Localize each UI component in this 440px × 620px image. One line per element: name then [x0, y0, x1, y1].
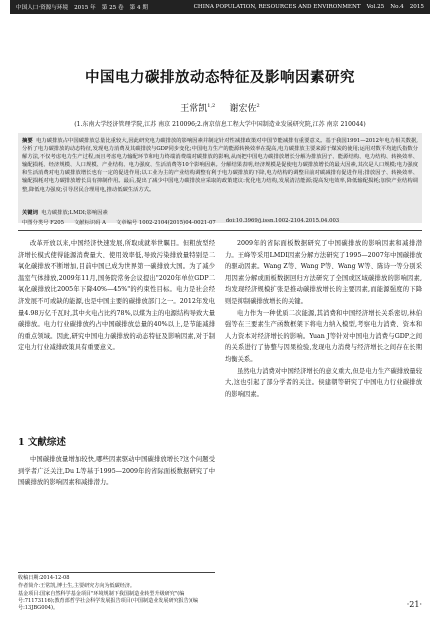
year-en: 2015: [409, 4, 424, 10]
author-1: 王常凯: [180, 104, 208, 114]
section-heading: 1 文献综述: [18, 437, 66, 448]
clc-number: 中图分类号 F205: [22, 220, 64, 226]
journal-header: [10, 0, 430, 14]
year-cn: 2015 年: [74, 5, 96, 11]
keywords-label: 关键词: [22, 210, 38, 216]
right-paragraph-3: 虽然电力消费对中国经济增长的意义重大,但是电力生产碳排放量较大,这也引起了部分学者的关注。侯建朝等研究了中国电力行业碳排放的影响因素。: [225, 367, 422, 398]
author-2-affiliation-mark: 2: [256, 103, 260, 109]
affiliations: (1.东南大学经济管理学院,江苏 南京 210096;2.南京信息工程大学中国制造业发展研究院,江苏 南京 210044): [74, 121, 366, 128]
volume-cn: 第 25 卷: [101, 5, 124, 11]
received-date: 收稿日期:2014-12-08: [18, 575, 70, 581]
abstract: [22, 137, 418, 194]
journal-name-cn: 中国人口·资源与环境: [16, 5, 69, 11]
left-column: [18, 238, 215, 354]
authors: [0, 101, 440, 114]
section-body: [18, 454, 215, 489]
divider: [18, 230, 422, 231]
paper-title: 中国电力碳排放动态特征及影响因素研究: [85, 69, 355, 86]
issue-en: No.4: [390, 4, 404, 10]
journal-name-en: CHINA POPULATION, RESOURCES AND ENVIRONMENT: [193, 4, 361, 10]
article-number: 文章编号 1002-2104(2015)04-0021-07: [115, 220, 216, 226]
issue-cn: 第 4 期: [129, 5, 148, 11]
doi: doi:10.3969/j.issn.1002-2104.2015.04.003: [225, 218, 340, 224]
keywords: [22, 208, 108, 216]
section-paragraph: 中国碳排放量增加较快,哪些因素驱动中国碳排放增长?这个问题受到学者广泛关注,Du L等基于1995—2009年的省际面板数据研究了中国碳排放的影响因素和减排潜力。: [18, 456, 215, 487]
abstract-label: 摘要: [22, 138, 33, 144]
footnote-divider: [18, 572, 215, 573]
document-code: 文献标识码 A: [73, 220, 106, 226]
author-2: 谢宏佐: [229, 104, 257, 114]
intro-paragraph: 改革开放以来,中国经济快速发展,所取成就举世瞩目。但粗放型经济增长模式使得能源消费量大、使用效率低,导致污染排放量特别是二氧化碳排放不断增加,目前中国已成为世界第一碳排放大国。为了减少温室气体排放,2009年11月,国务院常务会议提出"2020年单位GDP二氧化碳排放比2005年下降40%—45%"的约束性目标。电力是社会经济发展不可或缺的能源,也是中国主要的碳排放部门之一。2012年发电量4.98万亿千瓦时,其中火电占比约78%,以煤为主的电源结构导致大量碳排放。电力行业碳排放约占中国碳排放总量的40%以上,是节能减排的重点领域。因此,研究中国电力碳排放的动态特征及影响因素,对于制定电力行业减排政策具有重要意义。: [18, 240, 215, 352]
abstract-text: 电力碳排放占中国碳排放总量比重较大,因此研究电力碳排放的影响因素并制定针对性减排政策对中国节能减排有重要意义。基于我国1991—2012年电力相关数据,分析了电力碳排放的动态特征,发现电力消费及其碳排放与GDP同步变化;中国电力生产的能源转换效率在提高,电力碳排放主要来源于煤炭的使用;运用对数平均迪氏指数分解方法,不仅考虑电力生产过程,而且考虑电力输配环节和电力终端消费端对碳排放的影响,从而把中国电力碳排放增长分解为排放因子、能源结构、电力结构、转换效率、输配损耗、经济规模、人口规模、产业结构、电力强度、生活消费等10个影响因素。分解结果表明,经济规模是促使电力碳排放增长的最大因素,其次是人口规模;电力强度和生活消费对电力碳排放增长也有一定的促进作用;以工业为主的产业结构调整有利于电力碳排放的下降,电力结构的调整目前对碳减排有促进作用;排放因子、转换效率、输配损耗对电力碳排放增长具有抑制作用。最后,提出了减少中国电力碳排放应采取的政策建议:优化电力结构,发展清洁能源;提高发电效率,降低输配损耗;加快产业结构调整,降低电力强度;引导居民合理用电,推动低碳生活方式。: [22, 138, 418, 193]
article-metadata: [22, 218, 418, 226]
volume-en: Vol.25: [366, 4, 385, 10]
right-paragraph-1: 2009年的省际面板数据研究了中国碳排放的影响因素和减排潜力。王峰等采用LMDI因素分解方法研究了1995—2007年中国碳排放的驱动因素。Wang Z等、Wang P等、Wang W等、陈诗一等分别采用因素分解或面板数据回归方法研究了全国或区域碳排放的影响因素,均发现经济规模扩张是推动碳排放增长的主要因素,而能源强度的下降则是抑制碳排放增长的关键。: [225, 240, 422, 305]
funding: 基金项目:国家自然科学基金项目"环境规制下我国制造业转型升级研究"(编号:71173116);教育部哲学社会科学发展报告项目(中国制造业发展研究报告)(编号:13JBG004)。: [18, 591, 198, 611]
keywords-text: 电力碳排放;LMDI;影响因素: [41, 210, 108, 216]
right-paragraph-2: 电力作为一种优质二次能源,其消费和中国经济增长关系密切,林伯强等在三要素生产函数框架下将电力纳入模型,考察电力消费、资本和人力资本对经济增长的影响。Yuan J等针对中国电力消费与GDP之间的关系进行了协整与因果检验,发现电力消费与经济增长之间存在长期均衡关系。: [225, 309, 422, 363]
right-column: [225, 238, 422, 400]
author-1-affiliation-mark: 1,2: [207, 103, 216, 109]
page-number: ·21·: [406, 600, 422, 609]
author-introduction: 作者简介:王常凯,博士生,主要研究方向为低碳经济。: [18, 583, 136, 589]
